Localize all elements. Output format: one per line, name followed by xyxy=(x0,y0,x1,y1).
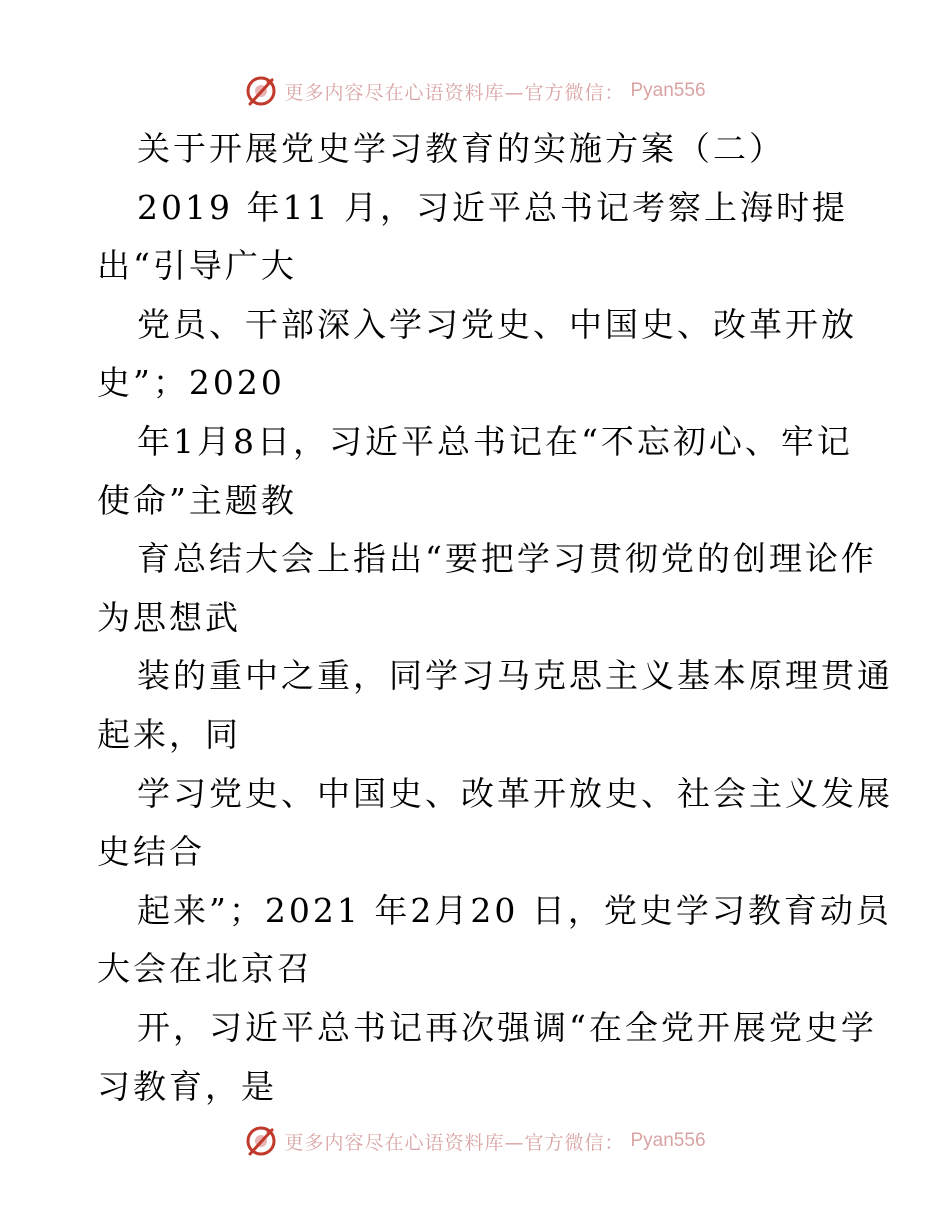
watermark-text: 更多内容尽在心语资料库—官方微信： xyxy=(284,81,625,104)
document-body xyxy=(97,120,893,1116)
quill-seal-icon xyxy=(244,74,278,108)
doc-line: 史结合 xyxy=(97,832,205,872)
footer-watermark xyxy=(0,1121,950,1161)
doc-line: 起来”；2021 年2月20 日，党史学习教育动员 xyxy=(137,890,892,930)
doc-line: 党员、干部深入学习党史、中国史、改革开放 xyxy=(137,304,857,344)
doc-line: 史”；2020 xyxy=(97,363,285,403)
doc-title: 关于开展党史学习教育的实施方案（二） xyxy=(137,129,785,168)
doc-line: 为思想武 xyxy=(97,597,241,637)
doc-line: 装的重中之重，同学习马克思主义基本原理贯通 xyxy=(137,656,893,696)
doc-line: 年1月8日，习近平总书记在“不忘初心、牢记 xyxy=(137,421,853,461)
header-watermark xyxy=(0,71,950,111)
doc-line: 出“引导广大 xyxy=(97,246,297,286)
watermark-handle: Pyan556 xyxy=(630,80,706,101)
watermark-text: 更多内容尽在心语资料库—官方微信： xyxy=(284,1131,625,1154)
doc-line: 学习党史、中国史、改革开放史、社会主义发展 xyxy=(137,773,893,813)
doc-line: 开，习近平总书记再次强调“在全党开展党史学 xyxy=(137,1007,877,1047)
doc-line: 育总结大会上指出“要把学习贯彻党的创理论作 xyxy=(137,539,877,579)
watermark-handle: Pyan556 xyxy=(630,1130,706,1151)
doc-line: 使命”主题教 xyxy=(97,480,297,520)
doc-line: 习教育，是 xyxy=(97,1066,277,1106)
doc-line: 大会在北京召 xyxy=(97,949,313,989)
doc-line: 2019 年11 月，习近平总书记考察上海时提 xyxy=(137,187,848,227)
quill-seal-icon xyxy=(244,1124,278,1158)
doc-line: 起来，同 xyxy=(97,714,241,754)
